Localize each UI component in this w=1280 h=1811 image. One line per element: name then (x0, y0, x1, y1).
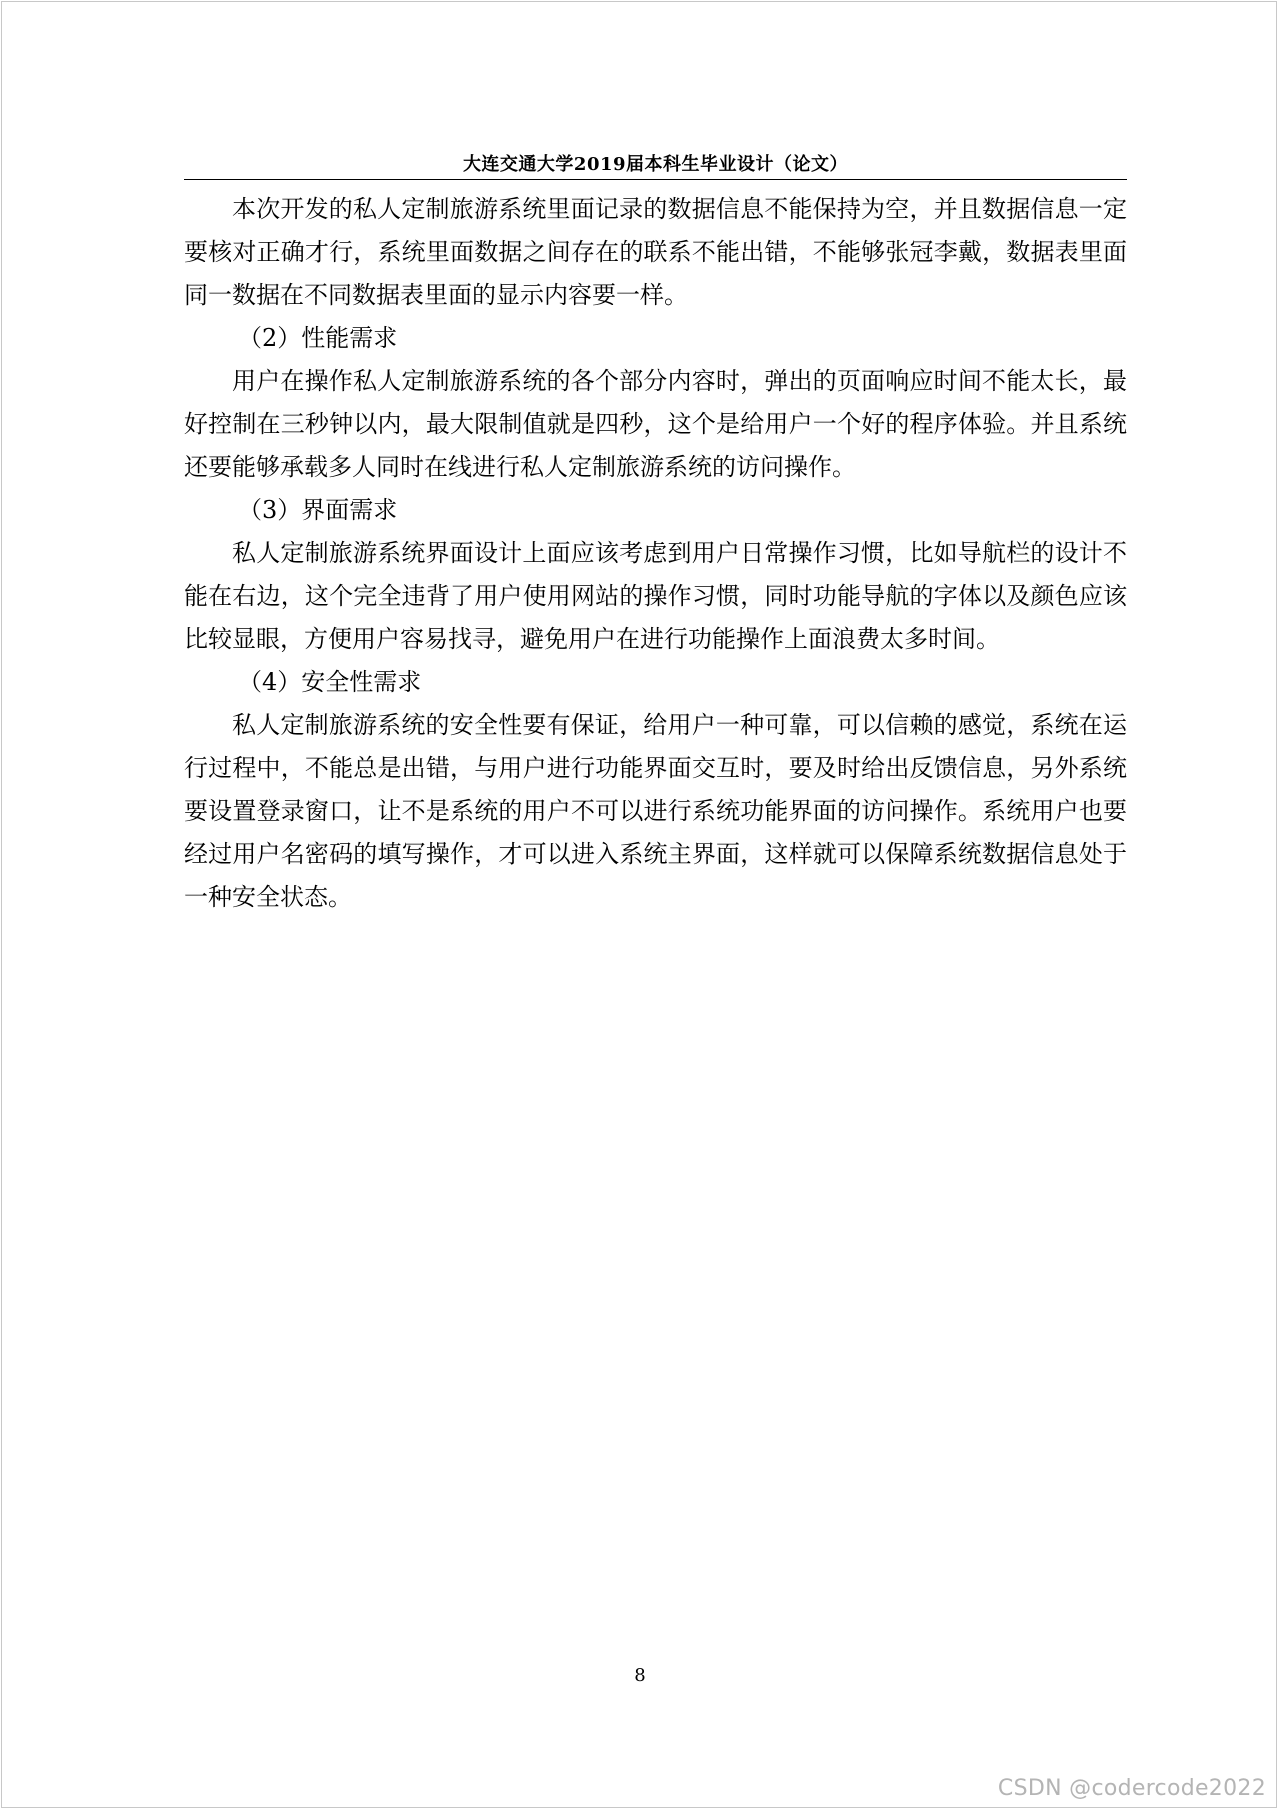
heading-security-requirements: （4）安全性需求 (238, 668, 422, 696)
running-header: 大连交通大学2019届本科生毕业设计（论文） (462, 154, 849, 175)
heading-performance-requirements: （2）性能需求 (238, 324, 398, 352)
header-rule (184, 179, 1127, 180)
paragraph-interface: 私人定制旅游系统界面设计上面应该考虑到用户日常操作习惯，比如导航栏的设计不能在右边，这个完全违背了用户使用网站的操作习惯，同时功能导航的字体以及颜色应该比较显眼，方便用户容易找寻，避免用户在进行功能操作上面浪费太多时间。 (184, 539, 1127, 653)
body-text (184, 188, 1127, 919)
paragraph-data-integrity: 本次开发的私人定制旅游系统里面记录的数据信息不能保持为空，并且数据信息一定要核对正确才行，系统里面数据之间存在的联系不能出错，不能够张冠李戴，数据表里面同一数据在不同数据表里面的显示内容要一样。 (184, 195, 1127, 309)
heading-interface-requirements: （3）界面需求 (238, 496, 398, 524)
paragraph-performance: 用户在操作私人定制旅游系统的各个部分内容时，弹出的页面响应时间不能太长，最好控制在三秒钟以内，最大限制值就是四秒，这个是给用户一个好的程序体验。并且系统还要能够承载多人同时在线进行私人定制旅游系统的访问操作。 (184, 367, 1127, 481)
paragraph-security: 私人定制旅游系统的安全性要有保证，给用户一种可靠，可以信赖的感觉，系统在运行过程中，不能总是出错，与用户进行功能界面交互时，要及时给出反馈信息，另外系统要设置登录窗口，让不是系统的用户不可以进行系统功能界面的访问操作。系统用户也要经过用户名密码的填写操作，才可以进入系统主界面，这样就可以保障系统数据信息处于一种安全状态。 (184, 711, 1127, 911)
watermark: CSDN @codercode2022 (997, 1776, 1266, 1801)
page-number: 8 (634, 1665, 646, 1686)
